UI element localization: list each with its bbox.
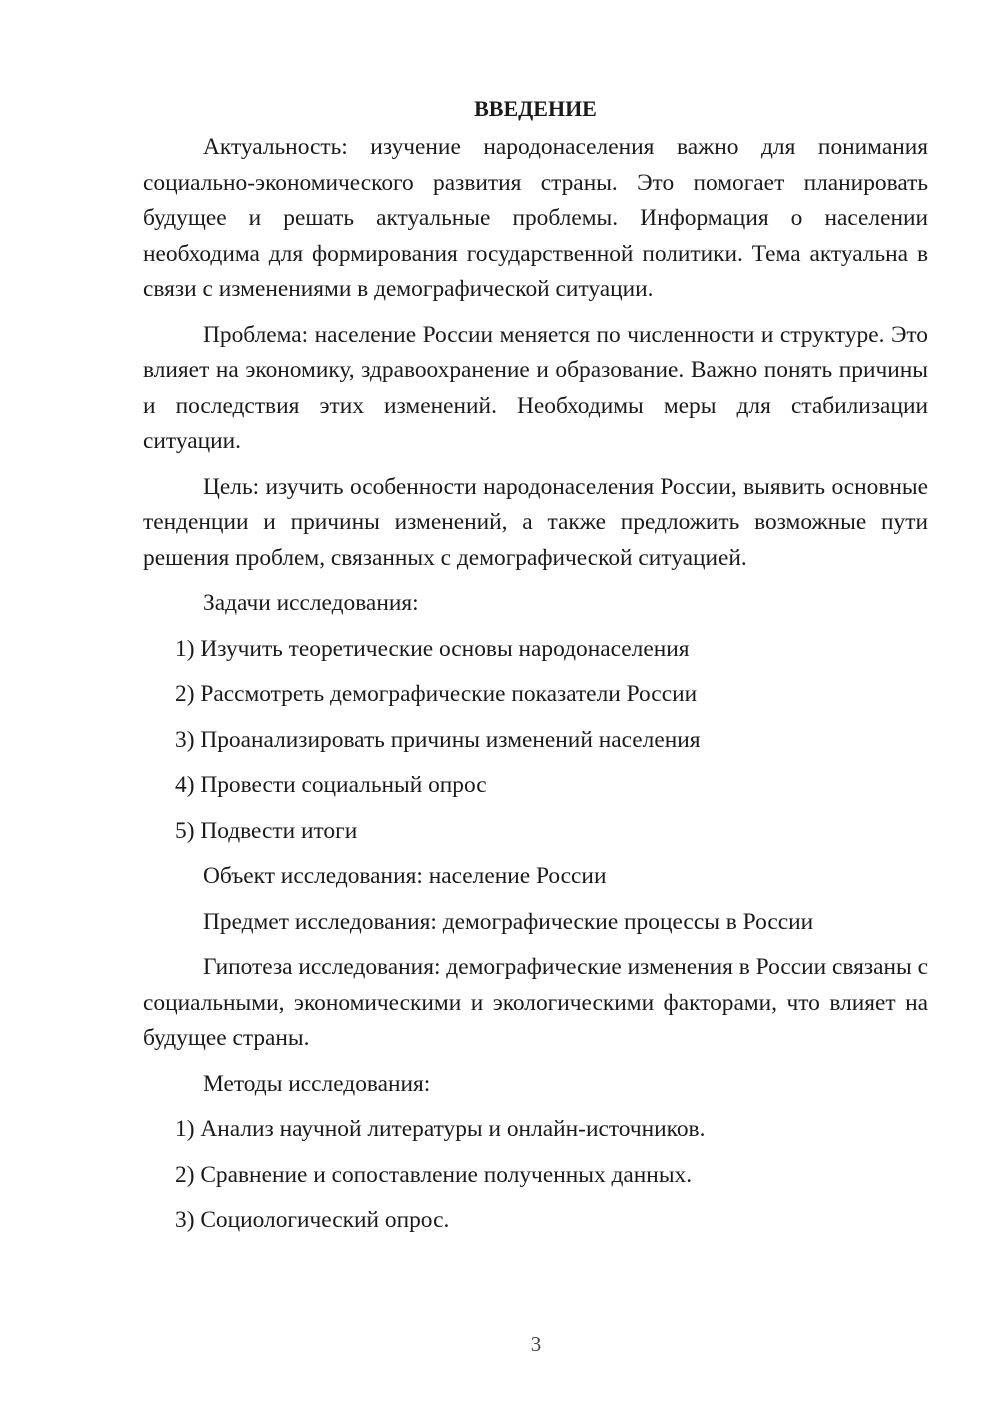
problem-paragraph: Проблема: население России меняется по численности и структуре. Это влияет на экономику, здравоохранение и образование. Важно понять причины и последствия этих изменений. Необходимы меры для стабилизации ситуации.: [143, 321, 928, 454]
research-object: Объект исследования: население России: [203, 863, 607, 889]
tasks-heading: Задачи исследования:: [203, 590, 419, 616]
task-item: 1) Изучить теоретические основы народонаселения: [175, 635, 690, 662]
research-subject: Предмет исследования: демографические процессы в России: [203, 908, 814, 935]
task-item: 4) Провести социальный опрос: [175, 772, 487, 798]
goal-paragraph: Цель: изучить особенности народонаселения России, выявить основные тенденции и причины изменений, а также предложить возможные пути решения проблем, связанных с демографической ситуацией.: [143, 473, 928, 571]
method-item: 3) Социологический опрос.: [175, 1207, 450, 1233]
method-item: 2) Сравнение и сопоставление полученных данных.: [175, 1161, 693, 1188]
relevance-paragraph: Актуальность: изучение народонаселения важно для понимания социально-экономического развития страны. Это помогает планировать будущее и решать актуальные проблемы. Информация о населении необходима для формирования государственной политики. Тема актуальна в связи с изменениями в демографической ситуации.: [143, 134, 928, 302]
section-title: ВВЕДЕНИЕ: [474, 96, 597, 121]
task-item: 2) Рассмотреть демографические показатели России: [175, 681, 698, 707]
methods-heading: Методы исследования:: [203, 1070, 431, 1097]
page-number: 3: [530, 1332, 542, 1356]
hypothesis-paragraph: Гипотеза исследования: демографические изменения в России связаны с социальными, экономическими и экологическими факторами, что влияет на будущее страны.: [143, 954, 928, 1051]
method-item: 1) Анализ научной литературы и онлайн-источников.: [175, 1116, 706, 1142]
document-body: [143, 92, 928, 1249]
task-item: 5) Подвести итоги: [175, 817, 358, 844]
task-item: 3) Проанализировать причины изменений населения: [175, 726, 701, 753]
page-number-footer: [0, 1332, 1000, 1357]
